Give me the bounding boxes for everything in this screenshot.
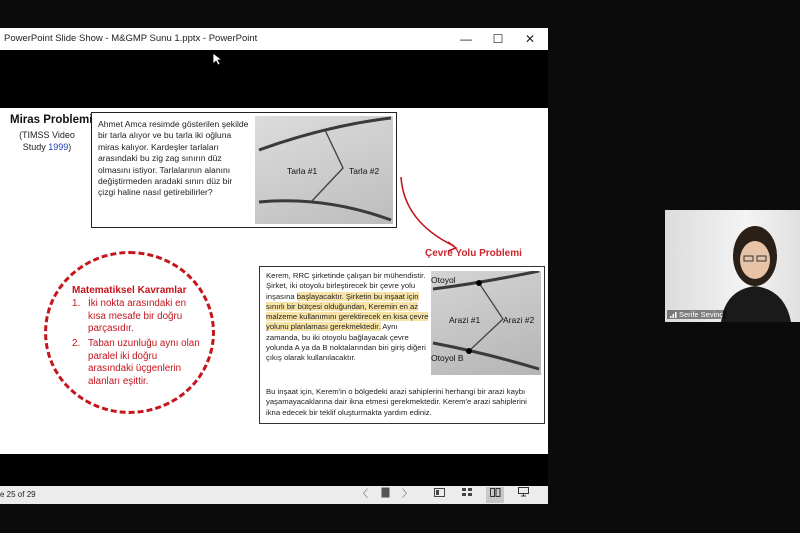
slideshow-status-bar — [0, 486, 548, 504]
window-title: PowerPoint Slide Show - M&GMP Sunu 1.pptx - PowerPoint — [4, 33, 258, 44]
miras-sub-pre: (TIMSS Video Study — [19, 130, 75, 152]
kavram-item-1-num: 1. — [72, 298, 81, 309]
miras-year-link[interactable]: 1999 — [48, 142, 69, 152]
tarla-photo — [255, 116, 393, 224]
maximize-button[interactable]: ☐ — [492, 32, 504, 46]
slide — [0, 108, 548, 454]
miras-sub-post: ) — [68, 142, 72, 152]
slide-show-view-icon[interactable] — [514, 487, 532, 503]
normal-view-icon[interactable] — [430, 487, 448, 503]
kavram-item-1-text: İki nokta arasındaki en kısa mesafe bir doğru parçasıdır. — [88, 298, 187, 334]
slide-sorter-icon[interactable] — [376, 487, 394, 503]
miras-subtitle — [12, 129, 82, 153]
arazi-photo — [431, 271, 541, 375]
kavram-item-2-text: Taban uzunluğu aynı olan paralel iki doğru arasındaki üçgenlerin alanları eşittir. — [88, 338, 200, 387]
cevre-text-post: Aynı zamanda, bu iki otoyolu bağlayacak çevre yolunda A ya da B noktalarından biri giriş diğeri çıkış olarak kullanılacaktır. — [266, 322, 426, 363]
cevre-yolu-bottom-text: Bu inşaat için, Kerem'in o bölgedeki arazi sahiplerini herhangi bir arazi kaybı yaşamayacaklarına dair ikna etmesi gerekmektedir. Kerem'e arazi sahiplerini ikna edecek bir teklif oluşturmakta yardım ediniz. — [266, 387, 527, 417]
arazi-1-label: Arazi #1 — [449, 315, 481, 325]
miras-title: Miras Problemi — [10, 114, 93, 126]
slide-counter: e 25 of 29 — [0, 490, 36, 499]
webcam-video-tile — [665, 210, 800, 322]
participant-name — [667, 310, 726, 319]
powerpoint-window — [0, 28, 548, 504]
previous-slide-button[interactable]: 〈 — [358, 489, 368, 500]
mouse-cursor-icon — [212, 52, 222, 66]
participant-name-text: Serife Sevinç — [679, 310, 724, 319]
cevre-text-highlight: başlayacaktır. Şirketin bu inşaat için sınırlı bir bütçesi olduğundan, Keremin en az malzeme kullanımını gerektirecek en kısa çevre yolunu planlaması gerekmektedir. — [266, 291, 429, 332]
next-slide-button[interactable]: 〉 — [402, 489, 412, 500]
otoyol-a-label: Otoyol — [431, 275, 456, 285]
minimize-button[interactable]: — — [460, 32, 472, 46]
tarla-1-label: Tarla #1 — [287, 166, 318, 176]
reading-view-icon[interactable] — [486, 487, 504, 503]
arazi-2-label: Arazi #2 — [503, 315, 535, 325]
miras-problem-text: Ahmet Amca resimde gösterilen şekilde bir tarla alıyor ve bu tarla iki oğluna miras kalıyor. Kardeşler tarlaları arasındaki bu zig zag sınırın düz olmasını istiyor. Tarlalarının alanını değiştirmeden aradaki sınırı düz bir çizgi haline nasıl getirebilirler? — [98, 119, 249, 198]
close-button[interactable]: ✕ — [524, 32, 536, 46]
cevre-yolu-box — [259, 266, 545, 424]
tarla-2-label: Tarla #2 — [349, 166, 380, 176]
otoyol-b-label: Otoyol B — [431, 353, 464, 363]
title-bar — [0, 28, 548, 50]
cevre-text-pre: Kerem, RRC şirketinde çalışan bir mühendistir. Şirket, iki otoyolu birleştirecek bir çevre yolu inşasına — [266, 271, 426, 301]
kavram-item-2-num: 2. — [72, 338, 81, 349]
slide-sorter-view-icon[interactable] — [458, 487, 476, 503]
participant-video-icon — [665, 210, 800, 322]
arrow-icon — [396, 172, 466, 254]
cevre-yolu-text — [266, 271, 430, 364]
cevre-yolu-title: Çevre Yolu Problemi — [425, 248, 522, 259]
signal-bars-icon — [670, 312, 677, 318]
kavramlar-title: Matematiksel Kavramlar — [72, 285, 187, 296]
miras-problem-box — [91, 112, 397, 228]
